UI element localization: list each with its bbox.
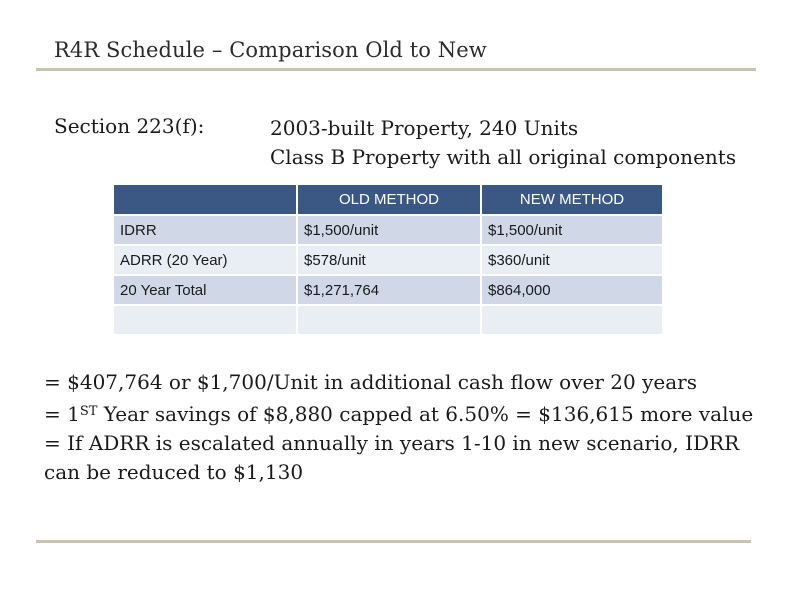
note-line-4: can be reduced to $1,130 (44, 460, 304, 484)
new-value (481, 305, 663, 335)
row-label: IDRR (114, 215, 297, 245)
row-label: ADRR (20 Year) (114, 245, 297, 275)
old-value: $1,271,764 (297, 275, 481, 305)
note-line-2-prefix: = 1 (44, 402, 80, 426)
property-line-1: 2003-built Property, 240 Units (270, 116, 579, 140)
note-line-2 (44, 397, 753, 429)
table-header-row (114, 185, 663, 215)
header-old-method: OLD METHOD (297, 185, 481, 215)
old-value (297, 305, 481, 335)
summary-notes (44, 368, 753, 487)
section-label: Section 223(f): (54, 114, 205, 138)
bottom-divider (36, 540, 751, 543)
property-line-2: Class B Property with all original components (270, 145, 737, 169)
top-divider (36, 68, 756, 71)
row-label (114, 305, 297, 335)
header-new-method: NEW METHOD (481, 185, 663, 215)
new-value: $864,000 (481, 275, 663, 305)
header-empty (114, 185, 297, 215)
slide-title: R4R Schedule – Comparison Old to New (54, 38, 487, 62)
note-line-1: = $407,764 or $1,700/Unit in additional cash flow over 20 years (44, 370, 697, 394)
table-row (114, 245, 663, 275)
note-line-2-suffix: Year savings of $8,880 capped at 6.50% = $136,615 more value (97, 402, 754, 426)
table-row (114, 215, 663, 245)
new-value: $360/unit (481, 245, 663, 275)
comparison-table (114, 185, 664, 336)
old-value: $1,500/unit (297, 215, 481, 245)
old-value: $578/unit (297, 245, 481, 275)
table-row-empty (114, 305, 663, 335)
property-description (270, 114, 736, 172)
note-line-3: = If ADRR is escalated annually in years 1-10 in new scenario, IDRR (44, 431, 740, 455)
new-value: $1,500/unit (481, 215, 663, 245)
ordinal-suffix: ST (79, 404, 98, 419)
table-row (114, 275, 663, 305)
row-label: 20 Year Total (114, 275, 297, 305)
